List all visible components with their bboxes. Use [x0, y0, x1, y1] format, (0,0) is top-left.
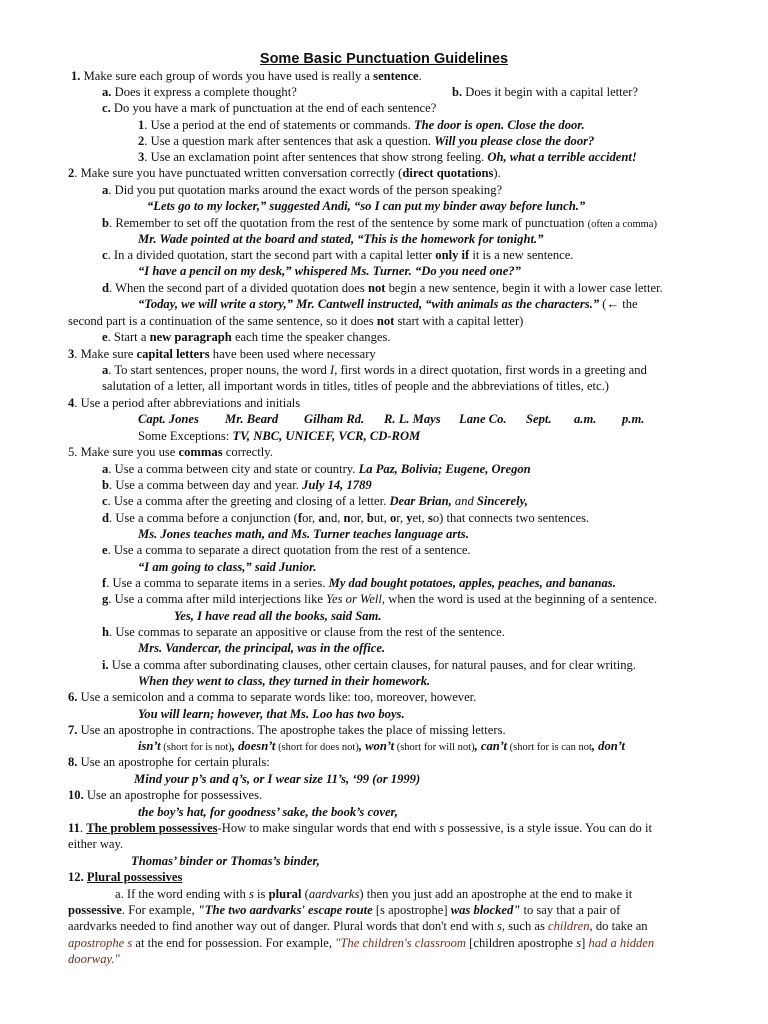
item-8: 8. Use an apostrophe for certain plurals: — [68, 755, 270, 769]
item-number: 1. — [71, 69, 81, 83]
item-6: 6. Use a semicolon and a comma to separate words like: too, moreover, however. — [68, 690, 477, 704]
item-2: 2. Make sure you have punctuated written conversation correctly (direct quotations). — [68, 166, 501, 180]
example-text: You will learn; however, that Ms. Loo has two boys. — [138, 707, 405, 721]
page-title: Some Basic Punctuation Guidelines — [259, 51, 509, 67]
example-text: Oh, what a terrible accident! — [487, 150, 637, 164]
section-heading: The problem possessives — [86, 821, 218, 835]
item-7: 7. Use an apostrophe in contractions. The apostrophe takes the place of missing letters. — [68, 723, 506, 737]
item-5d: d. Use a comma before a conjunction (for, and, nor, but, or, yet, so) that connects two sentences. — [102, 511, 590, 525]
item-4: 4. Use a period after abbreviations and initials — [68, 396, 301, 410]
item-3a: a. To start sentences, proper nouns, the word I, first words in a direct quotation, first words in a greeting and — [102, 363, 647, 377]
item-2b: b. Remember to set off the quotation from the rest of the sentence by some mark of punctuation (often a comma) — [102, 216, 657, 230]
example-text: The door is open. Close the door. — [413, 118, 585, 132]
body-text: salutation of a letter, all important words in titles, titles of people and the abbreviations of titles, etc.) — [102, 379, 609, 393]
example-text: Mrs. Vandercar, the principal, was in the office. — [138, 641, 386, 655]
item-5c: c. Use a comma after the greeting and closing of a letter. Dear Brian, and Sincerely, — [102, 494, 528, 508]
example-text: Thomas’ binder or Thomas’s binder, — [131, 854, 320, 868]
exceptions-line: Some Exceptions: TV, NBC, UNICEF, VCR, CD-ROM — [138, 429, 421, 443]
body-text: apostrophe s at the end for possession. For example, "The children's classroom [children apostrophe s] had a hidden — [68, 936, 655, 950]
example-text: “I have a pencil on my desk,” whispered Ms. Turner. “Do you need one?” — [138, 264, 521, 278]
item-1: 1. Make sure each group of words you have used is really a sentence. — [71, 69, 422, 83]
item-1c: c. Do you have a mark of punctuation at the end of each sentence? — [102, 101, 437, 115]
body-text: doorway." — [68, 952, 120, 966]
example-text: “Lets go to my locker,” suggested Andi, “so I can put my binder away before lunch.” — [147, 199, 586, 213]
section-heading: Plural possessives — [86, 870, 183, 884]
item-10: 10. Use an apostrophe for possessives. — [68, 788, 263, 802]
item-5a: a. Use a comma between city and state or country. La Paz, Bolivia; Eugene, Oregon — [102, 462, 531, 476]
body-text: possessive. For example, "The two aardvarks' escape route [s apostrophe] was blocked" to say that a pair of — [68, 903, 621, 917]
item-2c: c. In a divided quotation, start the second part with a capital letter only if it is a new sentence. — [102, 248, 574, 262]
item-1b: b. Does it begin with a capital letter? — [452, 85, 639, 99]
item-1a: a. Does it express a complete thought? — [102, 85, 297, 99]
example-text: Ms. Jones teaches math, and Ms. Turner teaches language arts. — [138, 527, 469, 541]
item-2d: d. When the second part of a divided quotation does not begin a new sentence, begin it with a lower case letter. — [102, 281, 663, 295]
item-5g: g. Use a comma after mild interjections like Yes or Well, when the word is used at the beginning of a sentence. — [102, 592, 658, 606]
example-text: Mind your p’s and q’s, or I wear size 11’s, ‘99 (or 1999) — [134, 772, 421, 786]
body-text: aardvarks needed to find another way out of danger. Plural words that don't end with s, such as children, do take an — [68, 919, 648, 933]
body-text: either way. — [68, 837, 124, 851]
example-text: Mr. Wade pointed at the board and stated, “This is the homework for tonight.” — [138, 232, 544, 246]
item-5b: b. Use a comma between day and year. July 14, 1789 — [102, 478, 372, 492]
item-12a: a. If the word ending with s is plural (aardvarks) then you just add an apostrophe at the end to make it — [115, 887, 633, 901]
item-5f: f. Use a comma to separate items in a series. My dad bought potatoes, apples, peaches, and bananas. — [102, 576, 616, 590]
item-12: 12. Plural possessives — [68, 870, 183, 884]
example-text: “I am going to class,” said Junior. — [138, 560, 317, 574]
item-2a: a. Did you put quotation marks around the exact words of the person speaking? — [102, 183, 503, 197]
contractions-line: isn’t (short for is not), doesn’t (short for does not), won’t (short for will not), can’t (short for is can not, don’t — [138, 739, 625, 753]
example-text: When they went to class, they turned in their homework. — [138, 674, 431, 688]
body-text: second part is a continuation of the same sentence, so it does not start with a capital letter) — [68, 314, 524, 328]
item-5e: e. Use a comma to separate a direct quotation from the rest of a sentence. — [102, 543, 471, 557]
example-text: “Today, we will write a story,” Mr. Cantwell instructed, “with animals as the characters.” (← the — [138, 297, 638, 311]
example-text: Yes, I have read all the books, said Sam. — [174, 609, 382, 623]
item-3: 3. Make sure capital letters have been used where necessary — [68, 347, 376, 361]
item-1c-1: 1. Use a period at the end of statements or commands. The door is open. Close the door. — [138, 118, 585, 132]
item-1c-3: 3. Use an exclamation point after sentences that show strong feeling. Oh, what a terrible accident! — [138, 150, 637, 164]
item-5i: i. Use a comma after subordinating clauses, other certain clauses, for natural pauses, and for clear writing. — [102, 658, 636, 672]
item-5: 5. Make sure you use commas correctly. — [68, 445, 273, 459]
item-2e: e. Start a new paragraph each time the speaker changes. — [102, 330, 391, 344]
item-11: 11. The problem possessives-How to make singular words that end with s possessive, is a style issue. You can do it — [68, 821, 652, 835]
example-text: Will you please close the door? — [434, 134, 595, 148]
item-1c-2: 2. Use a question mark after sentences that ask a question. Will you please close the door? — [138, 134, 595, 148]
example-text: the boy’s hat, for goodness’ sake, the book’s cover, — [138, 805, 398, 819]
item-5h: h. Use commas to separate an appositive or clause from the rest of the sentence. — [102, 625, 505, 639]
